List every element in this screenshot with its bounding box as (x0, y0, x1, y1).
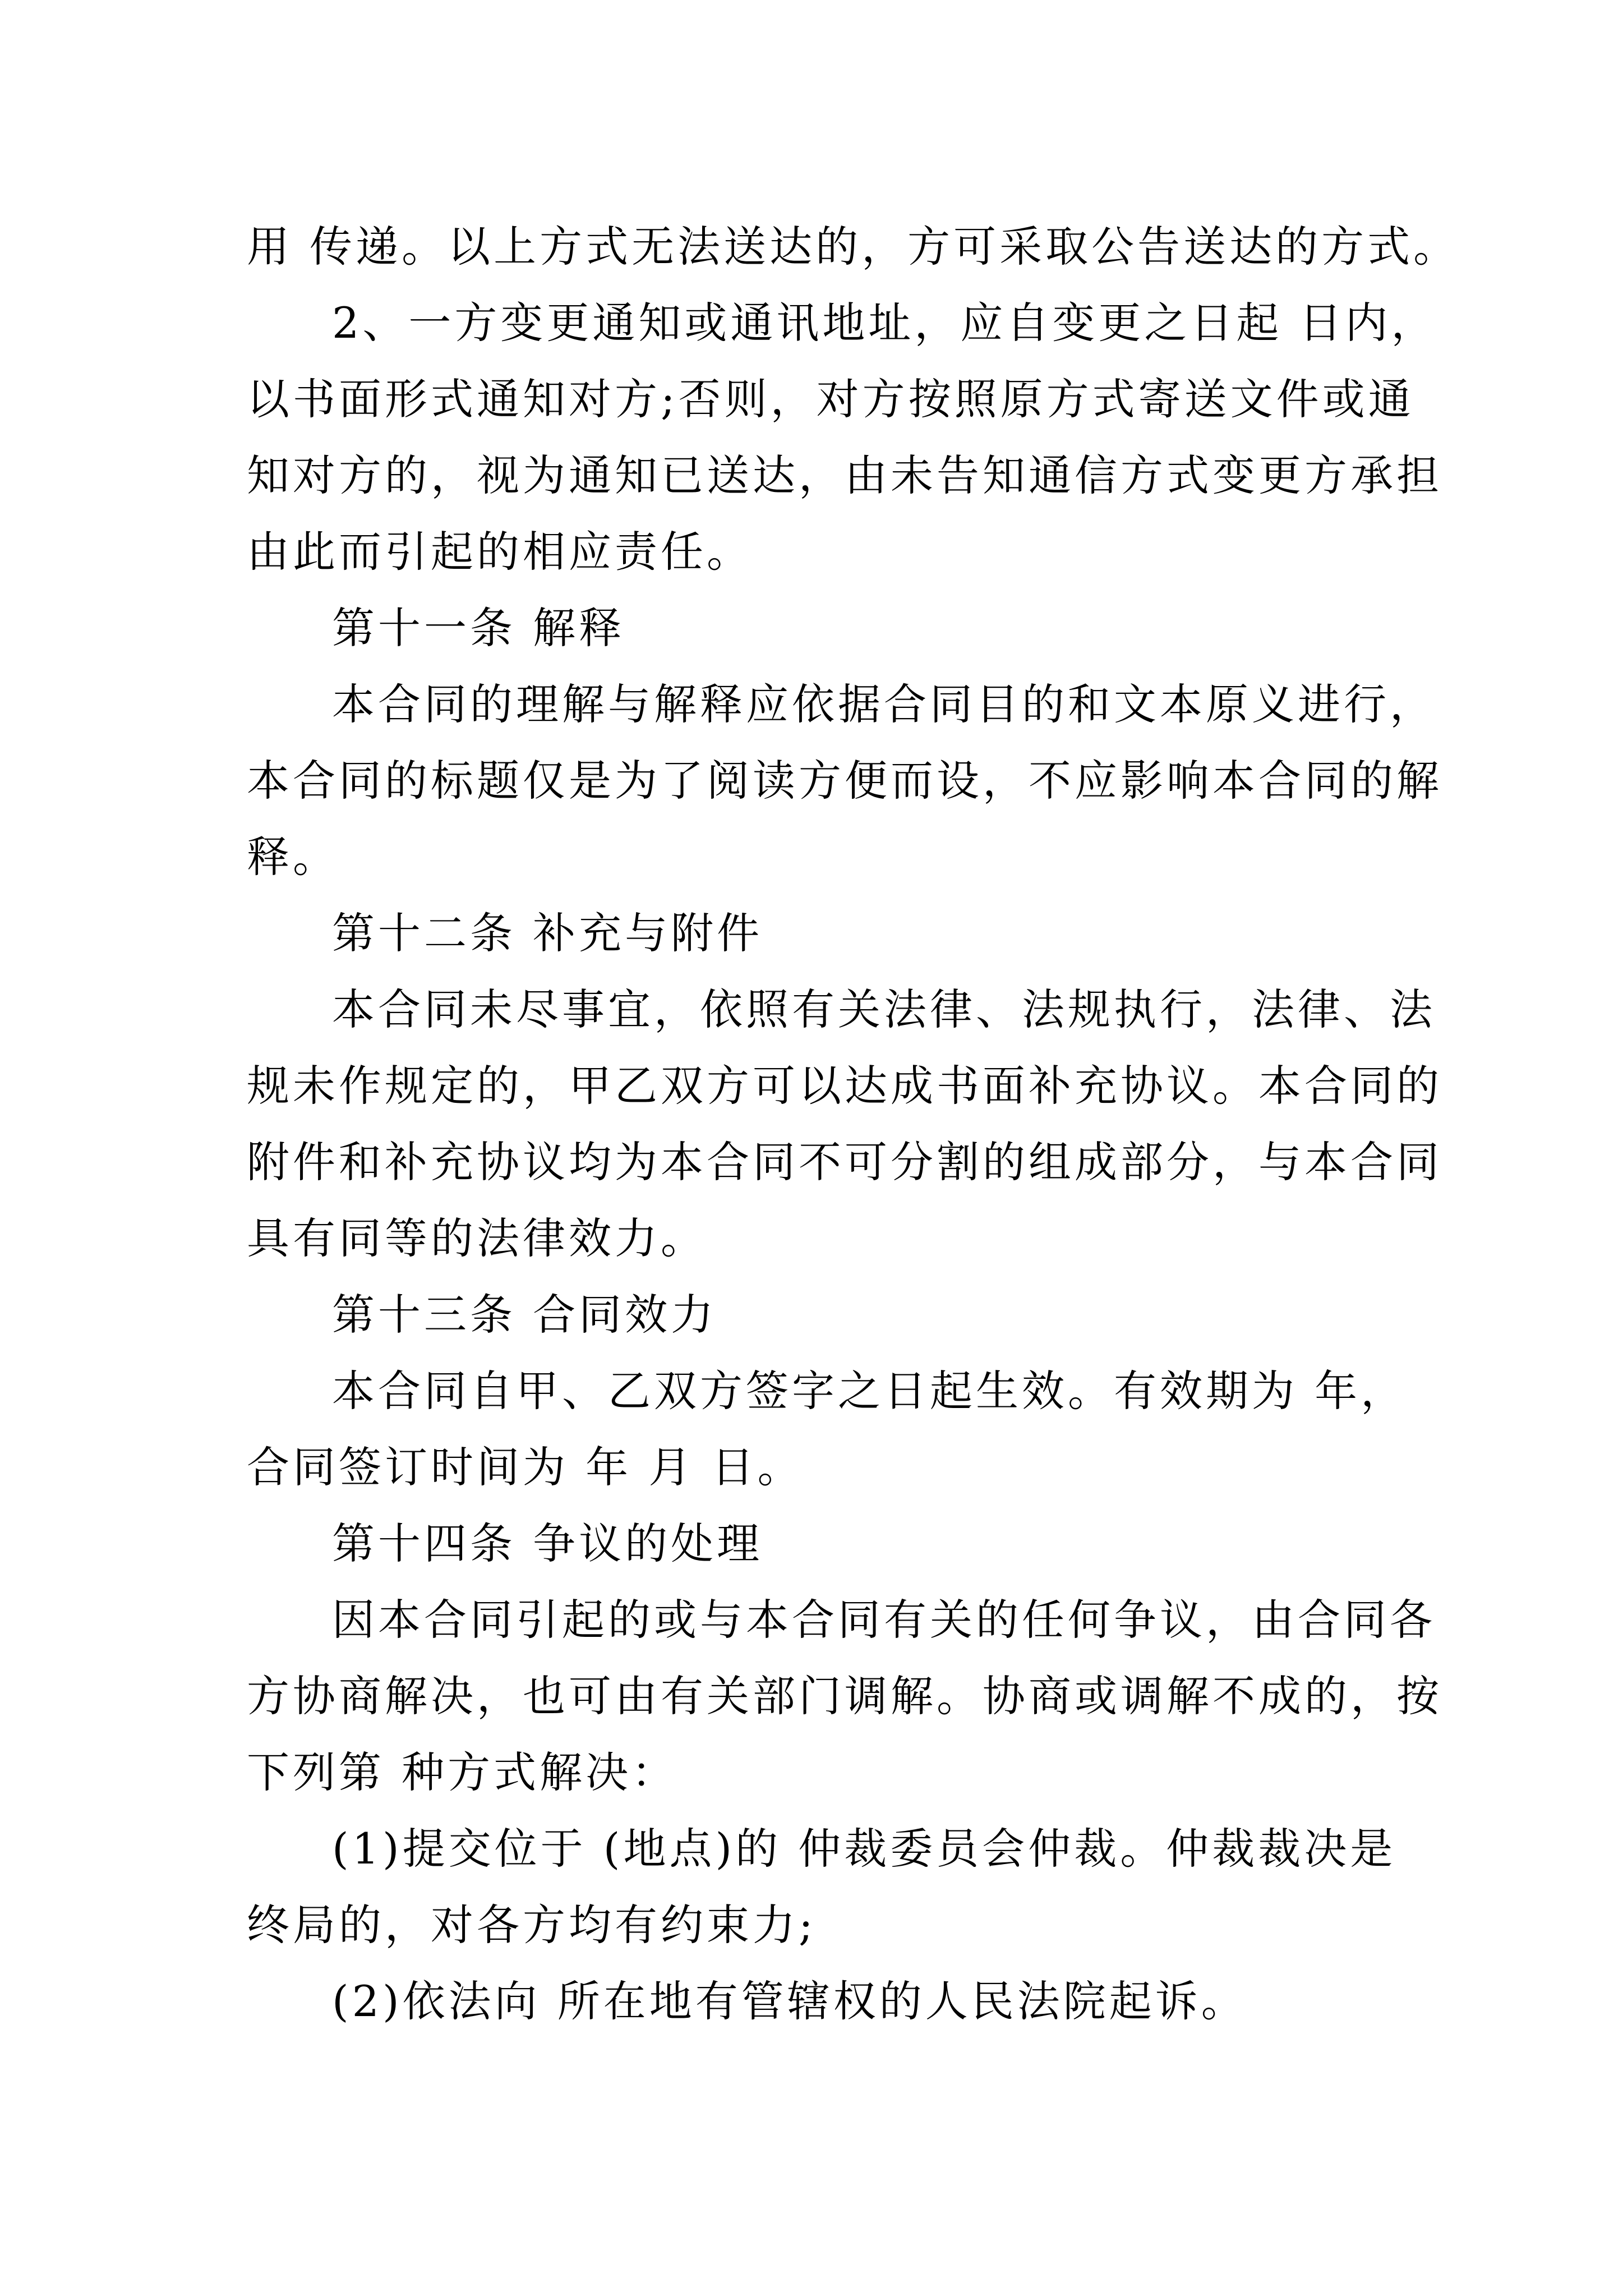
section-heading: 第十三条 合同效力 (332, 1290, 717, 1340)
text-line: 本合同自甲、乙双方签字之日起生效。有效期为 年， (332, 1366, 1407, 1416)
text-line: 以书面形式通知对方;否则，对方按照原方式寄送文件或通 (247, 374, 1414, 424)
text-line: 具有同等的法律效力。 (247, 1213, 707, 1263)
text-line: 2、一方变更通知或通讯地址，应自变更之日起 日内， (332, 298, 1437, 348)
text-line: 本合同的标题仅是为了阅读方便而设，不应影响本合同的解 (247, 756, 1442, 806)
text-line: 方协商解决，也可由有关部门调解。协商或调解不成的，按 (247, 1671, 1442, 1721)
section-heading: 第十四条 争议的处理 (332, 1519, 763, 1568)
text-line: 知对方的，视为通知已送达，由未告知通信方式变更方承担 (247, 450, 1442, 500)
section-heading: 第十二条 补充与附件 (332, 908, 763, 958)
text-line: (2)依法向 所在地有管辖权的人民法院起诉。 (332, 1976, 1247, 2026)
text-line: 本合同的理解与解释应依据合同目的和文本原义进行， (332, 679, 1436, 729)
document-body (247, 209, 1460, 2040)
text-line: (1)提交位于 (地点)的 仲裁委员会仲裁。仲裁裁决是 (332, 1824, 1396, 1874)
text-line: 终局的，对各方均有约束力; (247, 1900, 817, 1950)
text-line: 规未作规定的，甲乙双方可以达成书面补充协议。本合同的 (247, 1061, 1442, 1111)
text-line: 附件和补充协议均为本合同不可分割的组成部分，与本合同 (247, 1137, 1442, 1187)
text-line: 用 传递。以上方式无法送达的，方可采取公告送达的方式。 (247, 222, 1460, 272)
text-line: 本合同未尽事宜，依照有关法律、法规执行，法律、法 (332, 984, 1436, 1034)
text-line: 因本合同引起的或与本合同有关的任何争议，由合同各 (332, 1595, 1436, 1645)
text-line: 合同签订时间为 年 月 日。 (247, 1442, 804, 1492)
text-line: 下列第 种方式解决： (247, 1747, 678, 1797)
text-line: 释。 (247, 832, 339, 882)
section-heading: 第十一条 解释 (332, 603, 625, 653)
text-line: 由此而引起的相应责任。 (247, 527, 753, 577)
